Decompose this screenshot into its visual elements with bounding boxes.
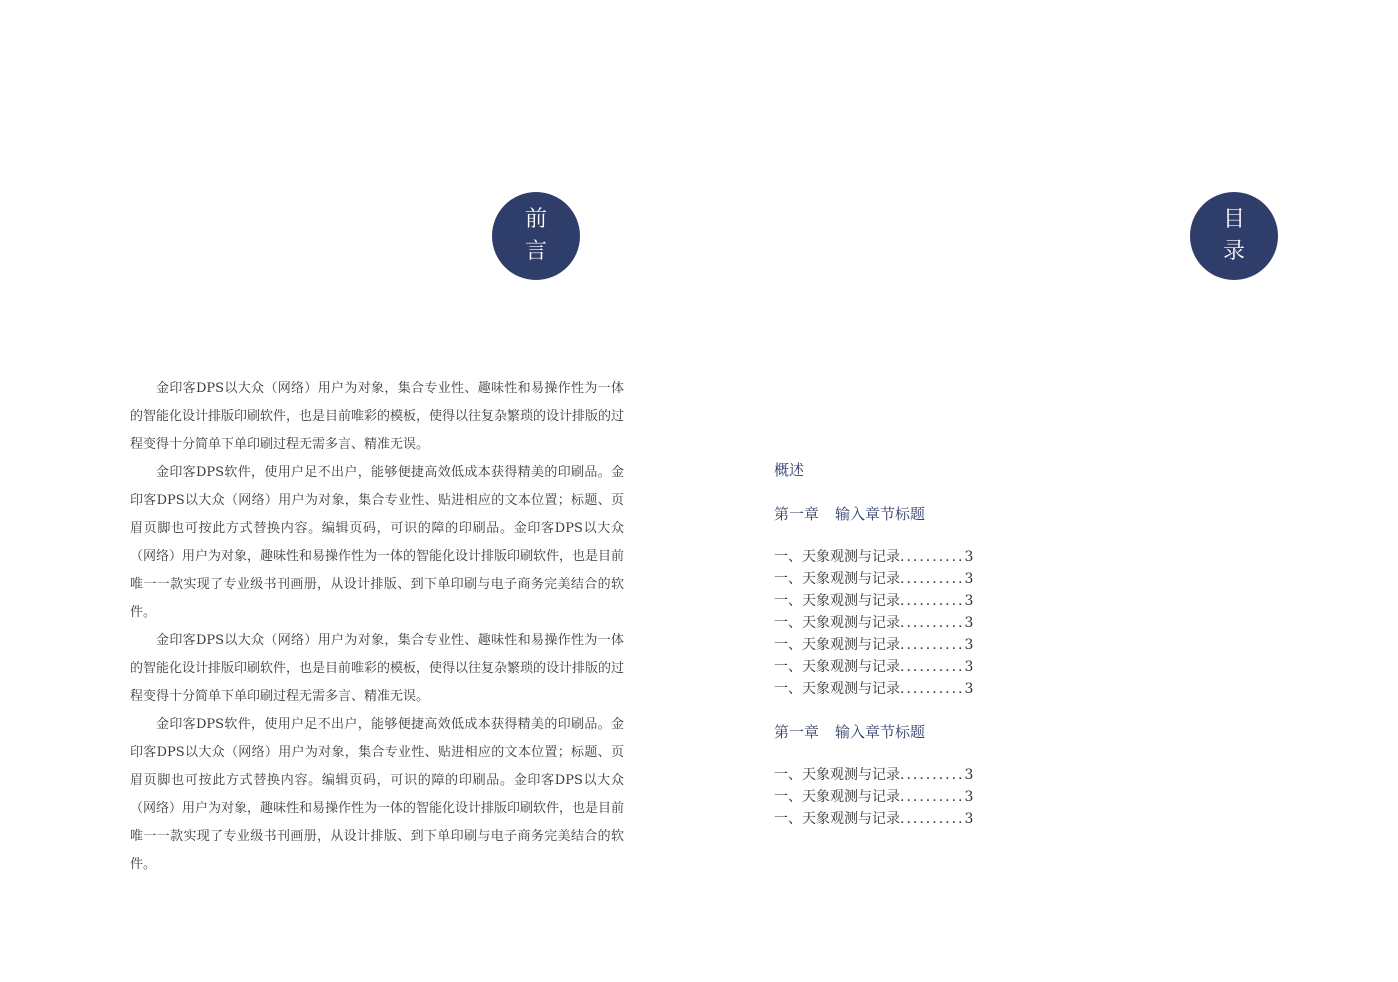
toc-entry-page: 3 xyxy=(964,549,974,565)
toc-entry[interactable] xyxy=(774,546,1174,568)
toc-entry-text: 一、天象观测与记录 xyxy=(774,637,900,653)
preface-paragraph: 金印客DPS以大众（网络）用户为对象，集合专业性、趣味性和易操作性为一体的智能化设计排版印刷软件，也是目前唯彩的模板，使得以往复杂繁琐的设计排版的过程变得十分简单下单印刷过程无需多言、精准无误。 xyxy=(130,633,625,704)
toc-entry[interactable] xyxy=(774,656,1174,678)
chapter-number: 第一章 xyxy=(774,505,820,523)
toc-title-char-2: 录 xyxy=(1222,239,1245,264)
toc-entry-list xyxy=(774,764,1174,830)
chapter-title: 输入章节标题 xyxy=(835,723,926,741)
toc-entry-text: 一、天象观测与记录 xyxy=(774,549,900,565)
toc-entry-page: 3 xyxy=(964,637,974,653)
toc-entry-page: 3 xyxy=(964,659,974,675)
toc-entry-leader: .......... xyxy=(900,593,965,609)
chapter-number: 第一章 xyxy=(774,723,820,741)
toc-entry-page: 3 xyxy=(964,811,974,827)
toc-entry-page: 3 xyxy=(964,593,974,609)
toc-entry-page: 3 xyxy=(964,681,974,697)
toc-entry-leader: .......... xyxy=(900,637,965,653)
toc-title-char-1: 目 xyxy=(1222,207,1245,232)
toc-entry[interactable] xyxy=(774,764,1174,786)
preface-title-char-1: 前 xyxy=(524,207,547,232)
toc-entry-leader: .......... xyxy=(900,615,965,631)
preface-title-char-2: 言 xyxy=(524,239,547,264)
preface-title-badge xyxy=(492,192,580,280)
toc-title-badge xyxy=(1190,192,1278,280)
toc-entry[interactable] xyxy=(774,634,1174,656)
toc-entry-leader: .......... xyxy=(900,681,965,697)
toc-entry-text: 一、天象观测与记录 xyxy=(774,615,900,631)
toc-entry-text: 一、天象观测与记录 xyxy=(774,789,900,805)
toc-entry-text: 一、天象观测与记录 xyxy=(774,681,900,697)
toc-entry-text: 一、天象观测与记录 xyxy=(774,767,900,783)
toc-entry-text: 一、天象观测与记录 xyxy=(774,571,900,587)
preface-paragraph: 金印客DPS以大众（网络）用户为对象，集合专业性、趣味性和易操作性为一体的智能化设计排版印刷软件，也是目前唯彩的模板，使得以往复杂繁琐的设计排版的过程变得十分简单下单印刷过程无需多言、精准无误。 xyxy=(130,381,625,452)
toc-entry[interactable] xyxy=(774,590,1174,612)
chapter-title: 输入章节标题 xyxy=(835,505,926,523)
toc-chapter-heading[interactable] xyxy=(774,720,1174,744)
toc-entry-leader: .......... xyxy=(900,811,965,827)
toc-entry[interactable] xyxy=(774,678,1174,700)
toc-entry-leader: .......... xyxy=(900,571,965,587)
toc-entry-page: 3 xyxy=(964,789,974,805)
preface-paragraph: 金印客DPS软件，使用户足不出户，能够便捷高效低成本获得精美的印刷品。金印客DPS以大众（网络）用户为对象，集合专业性、贴进相应的文本位置；标题、页眉页脚也可按此方式替换内容。编辑页码，可识的障的印刷品。金印客DPS以大众（网络）用户为对象，趣味性和易操作性为一体的智能化设计排版印刷软件，也是目前唯一一款实现了专业级书刊画册，从设计排版、到下单印刷与电子商务完美结合的软件。 xyxy=(130,717,625,872)
toc-entry-leader: .......... xyxy=(900,549,965,565)
toc-entry[interactable] xyxy=(774,786,1174,808)
toc-entry-text: 一、天象观测与记录 xyxy=(774,593,900,609)
toc-chapter-heading[interactable] xyxy=(774,502,1174,526)
toc-entry-list xyxy=(774,546,1174,700)
toc-page xyxy=(699,0,1398,982)
toc-entry-page: 3 xyxy=(964,615,974,631)
preface-body xyxy=(130,375,624,879)
toc-entry-leader: .......... xyxy=(900,659,965,675)
toc-entry-page: 3 xyxy=(964,767,974,783)
toc-entry[interactable] xyxy=(774,568,1174,590)
toc-entry-leader: .......... xyxy=(900,767,965,783)
preface-paragraph: 金印客DPS软件，使用户足不出户，能够便捷高效低成本获得精美的印刷品。金印客DPS以大众（网络）用户为对象，集合专业性、贴进相应的文本位置；标题、页眉页脚也可按此方式替换内容。编辑页码，可识的障的印刷品。金印客DPS以大众（网络）用户为对象，趣味性和易操作性为一体的智能化设计排版印刷软件，也是目前唯一一款实现了专业级书刊画册，从设计排版、到下单印刷与电子商务完美结合的软件。 xyxy=(130,465,625,620)
toc-entry-text: 一、天象观测与记录 xyxy=(774,811,900,827)
toc-entry-leader: .......... xyxy=(900,789,965,805)
toc-overview-link[interactable]: 概述 xyxy=(774,461,805,479)
toc-entry-text: 一、天象观测与记录 xyxy=(774,659,900,675)
toc-entry[interactable] xyxy=(774,808,1174,830)
table-of-contents xyxy=(774,458,1174,850)
toc-entry-page: 3 xyxy=(964,571,974,587)
toc-entry[interactable] xyxy=(774,612,1174,634)
